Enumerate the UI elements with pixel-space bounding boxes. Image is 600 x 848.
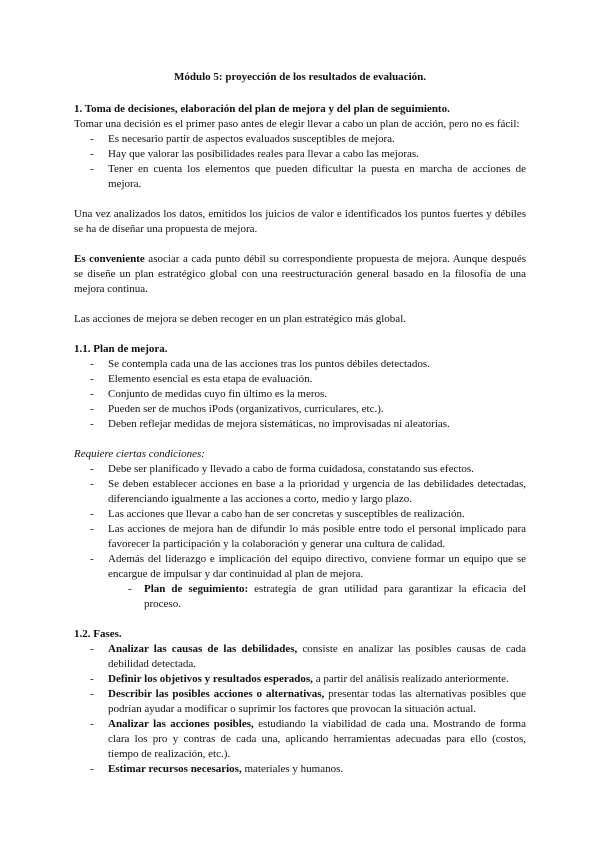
item-text: estudiando la viabilidad de cada una. Mostrando de forma clara los pro y contras de cada una, aplicando herramientas adecuadas para ello (costos, tiempo de realización, etc.). — [108, 718, 526, 760]
list-item — [74, 582, 526, 612]
list-item: - Elemento esencial es esta etapa de evaluación. — [74, 372, 526, 387]
section-1-intro: Tomar una decisión es el primer paso antes de elegir llevar a cabo un plan de acción, pero no es fácil: — [74, 118, 520, 130]
emphasis-text: Analizar las acciones posibles, — [108, 718, 254, 730]
list-item: - Deben reflejar medidas de mejora sistemáticas, no improvisadas ni aleatorias. — [74, 417, 526, 432]
phases-list — [74, 642, 526, 777]
list-item: - Debe ser planificado y llevado a cabo de forma cuidadosa, constatando sus efectos. — [74, 462, 526, 477]
list-item — [74, 672, 526, 687]
paragraph-text: asociar a cada punto débil su correspondiente propuesta de mejora. Aunque después se diseñe un plan estratégico global con una reestructuración general basado en la filosofía de una mejora continua. — [74, 253, 526, 295]
emphasis-text: Describir las posibles acciones o alternativas, — [108, 688, 325, 700]
emphasis-text: Estimar recursos necesarios, — [108, 763, 242, 775]
list-item: - Conjunto de medidas cuyo fin último es la meros. — [74, 387, 526, 402]
item-text: consiste en analizar las posibles causas de cada debilidad detectada. — [108, 643, 526, 670]
emphasis-text: Analizar las causas de las debilidades, — [108, 643, 298, 655]
list-item: - Es necesario partir de aspectos evaluados susceptibles de mejora. — [74, 132, 526, 147]
list-item — [74, 762, 526, 777]
list-item: - Hay que valorar las posibilidades reales para llevar a cabo las mejoras. — [74, 147, 526, 162]
list-item — [74, 687, 526, 717]
item-text: materiales y humanos. — [241, 763, 344, 775]
section-1-heading: 1. Toma de decisiones, elaboración del plan de mejora y del plan de seguimiento. — [74, 103, 450, 115]
conditions-list — [74, 462, 526, 582]
paragraph-convenient — [74, 252, 526, 297]
paragraph-global-plan: Las acciones de mejora se deben recoger en un plan estratégico más global. — [74, 313, 406, 325]
section-1-2-heading: 1.2. Fases. — [74, 628, 122, 640]
list-item — [74, 642, 526, 672]
list-item: - Se contempla cada una de las acciones tras los puntos débiles detectados. — [74, 357, 526, 372]
paragraph-analysis: Una vez analizados los datos, emitidos los juicios de valor e identificados los puntos fuertes y débiles se ha de diseñar una propuesta de mejora. — [74, 208, 526, 235]
list-item: - Las acciones de mejora han de difundir lo más posible entre todo el personal implicado para favorecer la participación y la colaboración y generar una cultura de calidad. — [74, 522, 526, 552]
page-title: Módulo 5: proyección de los resultados de evaluación. — [174, 71, 426, 83]
list-item — [74, 717, 526, 762]
section-1-bullet-list — [74, 132, 526, 192]
list-item: - Las acciones que llevar a cabo han de ser concretas y susceptibles de realización. — [74, 507, 526, 522]
conditions-label: Requiere ciertas condiciones: — [74, 448, 205, 460]
list-item: - Pueden ser de muchos iPods (organizativos, curriculares, etc.). — [74, 402, 526, 417]
item-text: estrategia de gran utilidad para garantizar la eficacia del proceso. — [144, 583, 526, 610]
list-item: - Además del liderazgo e implicación del equipo directivo, conviene formar un equipo que se encargue de impulsar y dar continuidad al plan de mejora. — [74, 552, 526, 582]
sub-bullet-list — [74, 582, 526, 612]
list-item: - Tener en cuenta los elementos que pueden dificultar la puesta en marcha de acciones de mejora. — [74, 162, 526, 192]
emphasis-text: Es conveniente — [74, 253, 145, 265]
emphasis-text: Definir los objetivos y resultados esperados, — [108, 673, 313, 685]
section-1-1-heading: 1.1. Plan de mejora. — [74, 343, 168, 355]
list-item: - Se deben establecer acciones en base a la prioridad y urgencia de las debilidades detectadas, diferenciando igualmente a las acciones a corto, medio y largo plazo. — [74, 477, 526, 507]
emphasis-text: Plan de seguimiento: — [144, 583, 249, 595]
document-content — [74, 70, 526, 777]
item-text: presentar todas las alternativas posibles que podrían ayudar a modificar o suprimir los factores que provocan la situación actual. — [108, 688, 526, 715]
plan-bullet-list — [74, 357, 526, 432]
item-text: a partir del análisis realizado anteriormente. — [312, 673, 509, 685]
